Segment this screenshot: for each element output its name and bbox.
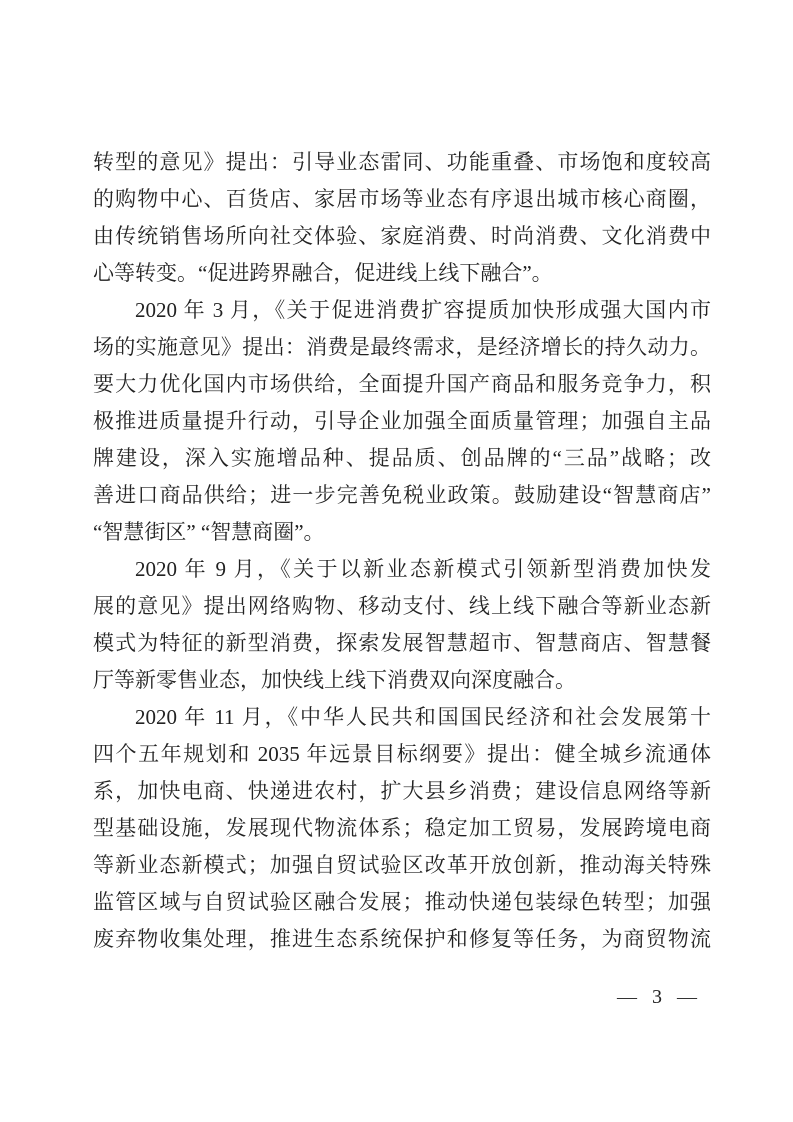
text-line: 场的实施意见》提出：消费是最终需求，是经济增长的持久动力。 — [93, 335, 711, 359]
text-line: 2020 年 11 月，《中华人民共和国国民经济和社会发展第十 — [135, 705, 711, 729]
text-line: 善进口商品供给；进一步完善免税业政策。鼓励建设“智慧商店” — [93, 483, 711, 507]
paragraph — [93, 551, 711, 699]
text-line: 废弃物收集处理，推进生态系统保护和修复等任务，为商贸物流 — [93, 927, 711, 951]
text-line: 的购物中心、百货店、家居市场等业态有序退出城市核心商圈， — [93, 187, 711, 211]
text-line: 由传统销售场所向社交体验、家庭消费、时尚消费、文化消费中 — [93, 224, 711, 248]
text-line: 极推进质量提升行动，引导企业加强全面质量管理；加强自主品 — [93, 409, 711, 433]
text-line: 牌建设，深入实施增品种、提品质、创品牌的“三品”战略；改 — [93, 446, 711, 470]
text-line: 厅等新零售业态，加快线上线下消费双向深度融合。 — [93, 668, 576, 692]
paragraph — [93, 292, 711, 551]
paragraph — [93, 699, 711, 958]
text-line: 四个五年规划和 2035 年远景目标纲要》提出：健全城乡流通体 — [93, 742, 711, 766]
page-number: 3 — [652, 986, 662, 1008]
page-footer — [617, 986, 697, 1009]
text-line: 监管区域与自贸试验区融合发展；推动快递包装绿色转型；加强 — [93, 890, 711, 914]
text-line: 展的意见》提出网络购物、移动支付、线上线下融合等新业态新 — [93, 594, 711, 618]
text-line: “智慧街区” “智慧商圈”。 — [93, 520, 325, 544]
text-line: 等新业态新模式；加强自贸试验区改革开放创新，推动海关特殊 — [93, 853, 711, 877]
footer-dash-left: — — [617, 986, 637, 1008]
text-line: 2020 年 3 月，《关于促进消费扩容提质加快形成强大国内市 — [135, 298, 711, 322]
text-line: 转型的意见》提出：引导业态雷同、功能重叠、市场饱和度较高 — [93, 150, 711, 174]
text-line: 型基础设施，发展现代物流体系；稳定加工贸易，发展跨境电商 — [93, 816, 711, 840]
text-line: 心等转变。“促进跨界融合，促进线上线下融合”。 — [93, 261, 553, 285]
text-line: 要大力优化国内市场供给，全面提升国产商品和服务竞争力，积 — [93, 372, 711, 396]
text-line: 系，加快电商、快递进农村，扩大县乡消费；建设信息网络等新 — [93, 779, 711, 803]
document-body — [93, 144, 711, 958]
footer-dash-right: — — [677, 986, 697, 1008]
paragraph — [93, 144, 711, 292]
text-line: 模式为特征的新型消费，探索发展智慧超市、智慧商店、智慧餐 — [93, 631, 711, 655]
text-line: 2020 年 9 月，《关于以新业态新模式引领新型消费加快发 — [135, 557, 711, 581]
